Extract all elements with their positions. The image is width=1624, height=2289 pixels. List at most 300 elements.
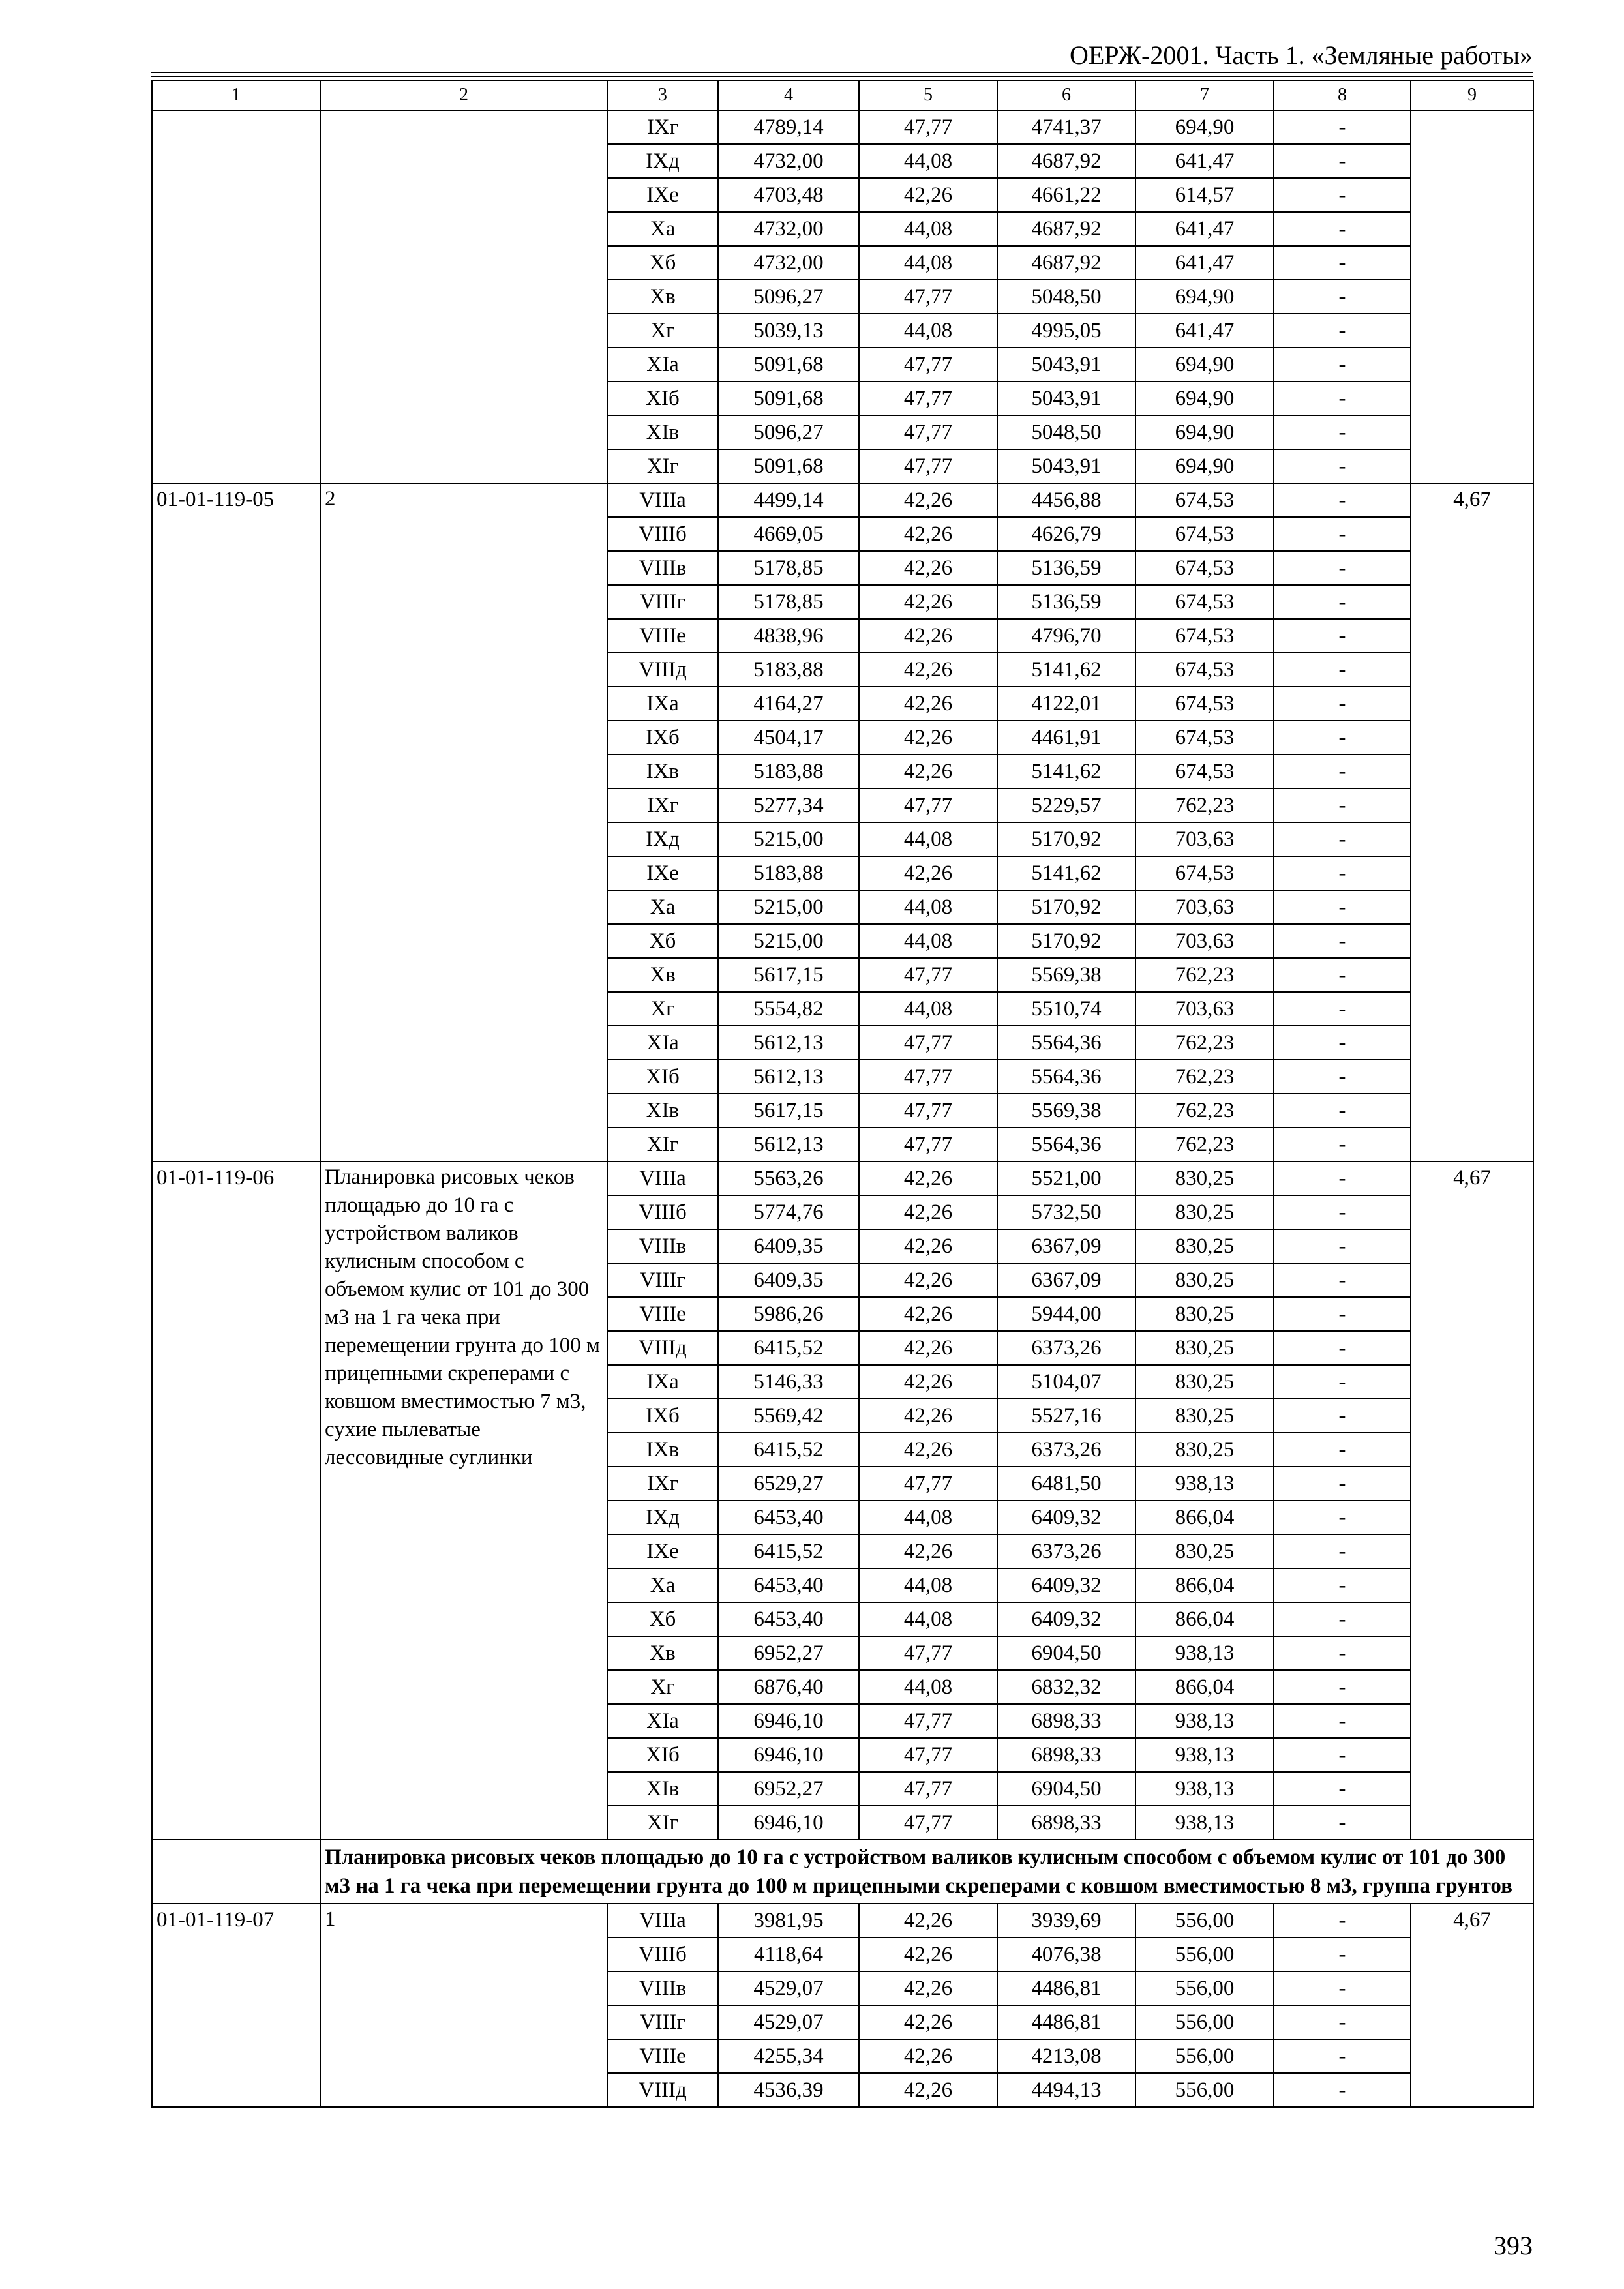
value-cell: 4732,00 xyxy=(718,212,859,246)
section-empty-cell xyxy=(152,1840,320,1904)
section-heading: Планировка рисовых чеков площадью до 10 га с устройством валиков кулисным способом с объемом кулис от 101 до 300 м3 на 1 га чека при перемещении грунта до 100 м прицепными скреперами с ковшом вместимостью 8 м3, группа грунтов xyxy=(320,1840,1533,1904)
value-cell: 5527,16 xyxy=(997,1399,1135,1433)
soil-group-cell: Xа xyxy=(607,1568,718,1602)
value-cell: 5521,00 xyxy=(997,1161,1135,1195)
value-cell: 42,26 xyxy=(859,1399,997,1433)
table-row xyxy=(152,483,1533,517)
value-cell: 4118,64 xyxy=(718,1937,859,1971)
soil-group-cell: VIIIд xyxy=(607,653,718,687)
value-cell: 5612,13 xyxy=(718,1128,859,1161)
value-cell: 5569,42 xyxy=(718,1399,859,1433)
value-cell: - xyxy=(1274,144,1411,178)
value-cell: - xyxy=(1274,890,1411,924)
value-cell: 5091,68 xyxy=(718,348,859,382)
value-cell: 42,26 xyxy=(859,755,997,788)
value-cell: 4741,37 xyxy=(997,110,1135,144)
soil-group-cell: Xа xyxy=(607,890,718,924)
value-cell: 44,08 xyxy=(859,924,997,958)
value-cell: - xyxy=(1274,1229,1411,1263)
value-cell: 4076,38 xyxy=(997,1937,1135,1971)
value-cell: 5170,92 xyxy=(997,890,1135,924)
value-cell: 42,26 xyxy=(859,1365,997,1399)
value-cell: 42,26 xyxy=(859,1904,997,1937)
value-cell: - xyxy=(1274,619,1411,653)
value-cell: - xyxy=(1274,1060,1411,1094)
work-description: 2 xyxy=(320,483,607,1161)
value-cell: 4687,92 xyxy=(997,144,1135,178)
soil-group-cell: IXг xyxy=(607,788,718,822)
soil-group-cell: XIв xyxy=(607,415,718,449)
value-cell: - xyxy=(1274,1971,1411,2005)
value-cell: - xyxy=(1274,1636,1411,1670)
value-cell: 42,26 xyxy=(859,1195,997,1229)
soil-group-cell: VIIIа xyxy=(607,1904,718,1937)
value-cell: 674,53 xyxy=(1135,755,1274,788)
value-cell: 47,77 xyxy=(859,1772,997,1806)
value-cell: 556,00 xyxy=(1135,1937,1274,1971)
value-cell: 5510,74 xyxy=(997,992,1135,1026)
value-cell: 5136,59 xyxy=(997,585,1135,619)
value-cell: 6898,33 xyxy=(997,1806,1135,1840)
value-cell: 6373,26 xyxy=(997,1433,1135,1467)
value-cell: - xyxy=(1274,483,1411,517)
rate-code: 01-01-119-06 xyxy=(152,1161,320,1840)
value-cell: 703,63 xyxy=(1135,890,1274,924)
value-cell: 830,25 xyxy=(1135,1229,1274,1263)
value-cell: 5564,36 xyxy=(997,1060,1135,1094)
value-cell: - xyxy=(1274,822,1411,856)
value-cell: 4529,07 xyxy=(718,1971,859,2005)
header-divider xyxy=(151,76,1533,77)
value-cell: 830,25 xyxy=(1135,1195,1274,1229)
value-cell: 4486,81 xyxy=(997,2005,1135,2039)
soil-group-cell: XIб xyxy=(607,1738,718,1772)
value-cell: 6481,50 xyxy=(997,1467,1135,1501)
page-header xyxy=(151,38,1533,73)
value-cell: 694,90 xyxy=(1135,449,1274,483)
soil-group-cell: Xг xyxy=(607,1670,718,1704)
value-cell: 674,53 xyxy=(1135,721,1274,755)
value-cell: 47,77 xyxy=(859,958,997,992)
value-cell: - xyxy=(1274,212,1411,246)
value-cell: 830,25 xyxy=(1135,1331,1274,1365)
soil-group-cell: IXе xyxy=(607,178,718,212)
soil-group-cell: IXв xyxy=(607,1433,718,1467)
value-cell: - xyxy=(1274,1670,1411,1704)
value-cell: 938,13 xyxy=(1135,1772,1274,1806)
value-cell: 47,77 xyxy=(859,1704,997,1738)
value-cell: 674,53 xyxy=(1135,585,1274,619)
value-cell: 556,00 xyxy=(1135,2005,1274,2039)
value-cell: - xyxy=(1274,1297,1411,1331)
value-cell: 42,26 xyxy=(859,178,997,212)
value-cell: 5569,38 xyxy=(997,1094,1135,1128)
value-cell: 47,77 xyxy=(859,1060,997,1094)
value-cell: 4486,81 xyxy=(997,1971,1135,2005)
value-cell: 641,47 xyxy=(1135,144,1274,178)
value-cell: 6453,40 xyxy=(718,1568,859,1602)
value-cell: 42,26 xyxy=(859,1534,997,1568)
value-cell: 762,23 xyxy=(1135,958,1274,992)
value-cell: 6409,32 xyxy=(997,1602,1135,1636)
value-cell: 47,77 xyxy=(859,1128,997,1161)
soil-group-cell: Xг xyxy=(607,992,718,1026)
soil-group-cell: VIIIг xyxy=(607,585,718,619)
value-cell: 42,26 xyxy=(859,856,997,890)
value-cell: 694,90 xyxy=(1135,110,1274,144)
document-title: ОЕРЖ-2001. Часть 1. «Земляные работы» xyxy=(1070,40,1533,70)
value-cell: 47,77 xyxy=(859,382,997,415)
value-cell: 5183,88 xyxy=(718,755,859,788)
value-cell: 866,04 xyxy=(1135,1602,1274,1636)
value-cell: 5617,15 xyxy=(718,1094,859,1128)
value-cell: 4504,17 xyxy=(718,721,859,755)
soil-group-cell: IXе xyxy=(607,856,718,890)
value-cell: 47,77 xyxy=(859,1806,997,1840)
value-cell: 44,08 xyxy=(859,822,997,856)
value-cell: 5096,27 xyxy=(718,415,859,449)
value-cell: 42,26 xyxy=(859,2005,997,2039)
soil-group-cell: Xв xyxy=(607,1636,718,1670)
value-cell: 4703,48 xyxy=(718,178,859,212)
value-cell: 42,26 xyxy=(859,721,997,755)
value-cell: 42,26 xyxy=(859,1937,997,1971)
value-cell: 4461,91 xyxy=(997,721,1135,755)
rate-code: 01-01-119-05 xyxy=(152,483,320,1161)
value-cell: - xyxy=(1274,2039,1411,2073)
soil-group-cell: IXб xyxy=(607,721,718,755)
value-cell: 47,77 xyxy=(859,110,997,144)
value-cell: 4669,05 xyxy=(718,517,859,551)
value-cell: 703,63 xyxy=(1135,992,1274,1026)
value-cell: 674,53 xyxy=(1135,653,1274,687)
soil-group-cell: VIIIб xyxy=(607,1195,718,1229)
page-number: 393 xyxy=(1494,2231,1533,2260)
value-cell: 674,53 xyxy=(1135,856,1274,890)
value-cell: 556,00 xyxy=(1135,1971,1274,2005)
column-number: 2 xyxy=(320,80,607,110)
value-cell: 47,77 xyxy=(859,449,997,483)
value-cell: - xyxy=(1274,1026,1411,1060)
value-cell: - xyxy=(1274,1195,1411,1229)
value-cell: 674,53 xyxy=(1135,551,1274,585)
value-cell: 4499,14 xyxy=(718,483,859,517)
value-cell: 5141,62 xyxy=(997,856,1135,890)
soil-group-cell: IXд xyxy=(607,822,718,856)
column-9-value xyxy=(1411,110,1533,483)
value-cell: 47,77 xyxy=(859,788,997,822)
soil-group-cell: Xб xyxy=(607,924,718,958)
value-cell: 6876,40 xyxy=(718,1670,859,1704)
value-cell: 614,57 xyxy=(1135,178,1274,212)
soil-group-cell: Xб xyxy=(607,246,718,280)
value-cell: 4995,05 xyxy=(997,314,1135,348)
value-cell: 5048,50 xyxy=(997,280,1135,314)
value-cell: 42,26 xyxy=(859,1971,997,2005)
value-cell: 556,00 xyxy=(1135,2039,1274,2073)
value-cell: 5091,68 xyxy=(718,382,859,415)
section-heading-row xyxy=(152,1840,1533,1904)
value-cell: 42,26 xyxy=(859,483,997,517)
value-cell: - xyxy=(1274,110,1411,144)
column-number: 1 xyxy=(152,80,320,110)
value-cell: 42,26 xyxy=(859,2039,997,2073)
value-cell: 5215,00 xyxy=(718,890,859,924)
value-cell: 694,90 xyxy=(1135,382,1274,415)
value-cell: 5039,13 xyxy=(718,314,859,348)
table-row xyxy=(152,110,1533,144)
value-cell: 556,00 xyxy=(1135,2073,1274,2107)
soil-group-cell: IXб xyxy=(607,1399,718,1433)
column-number: 6 xyxy=(997,80,1135,110)
value-cell: - xyxy=(1274,1128,1411,1161)
value-cell: 762,23 xyxy=(1135,1026,1274,1060)
value-cell: 6832,32 xyxy=(997,1670,1135,1704)
value-cell: 5564,36 xyxy=(997,1128,1135,1161)
value-cell: 938,13 xyxy=(1135,1806,1274,1840)
value-cell: - xyxy=(1274,551,1411,585)
soil-group-cell: IXа xyxy=(607,1365,718,1399)
value-cell: 674,53 xyxy=(1135,687,1274,721)
value-cell: 47,77 xyxy=(859,1467,997,1501)
value-cell: - xyxy=(1274,653,1411,687)
value-cell: 5178,85 xyxy=(718,585,859,619)
value-cell: - xyxy=(1274,246,1411,280)
value-cell: 938,13 xyxy=(1135,1738,1274,1772)
value-cell: - xyxy=(1274,1738,1411,1772)
value-cell: 674,53 xyxy=(1135,483,1274,517)
value-cell: 5277,34 xyxy=(718,788,859,822)
soil-group-cell: VIIIд xyxy=(607,2073,718,2107)
value-cell: 6409,32 xyxy=(997,1501,1135,1534)
value-cell: - xyxy=(1274,1602,1411,1636)
value-cell: 556,00 xyxy=(1135,1904,1274,1937)
value-cell: - xyxy=(1274,1704,1411,1738)
value-cell: - xyxy=(1274,687,1411,721)
soil-group-cell: VIIIб xyxy=(607,1937,718,1971)
value-cell: 5986,26 xyxy=(718,1297,859,1331)
value-cell: - xyxy=(1274,1161,1411,1195)
soil-group-cell: VIIIв xyxy=(607,1229,718,1263)
soil-group-cell: IXг xyxy=(607,110,718,144)
value-cell: 4626,79 xyxy=(997,517,1135,551)
value-cell: - xyxy=(1274,449,1411,483)
value-cell: 4732,00 xyxy=(718,144,859,178)
value-cell: 4164,27 xyxy=(718,687,859,721)
value-cell: 6409,35 xyxy=(718,1229,859,1263)
value-cell: 5043,91 xyxy=(997,348,1135,382)
soil-group-cell: IXд xyxy=(607,144,718,178)
value-cell: 5229,57 xyxy=(997,788,1135,822)
soil-group-cell: IXг xyxy=(607,1467,718,1501)
value-cell: 5146,33 xyxy=(718,1365,859,1399)
value-cell: - xyxy=(1274,1937,1411,1971)
value-cell: 42,26 xyxy=(859,1263,997,1297)
value-cell: 6898,33 xyxy=(997,1704,1135,1738)
value-cell: 762,23 xyxy=(1135,788,1274,822)
value-cell: 674,53 xyxy=(1135,619,1274,653)
value-cell: 830,25 xyxy=(1135,1399,1274,1433)
value-cell: - xyxy=(1274,1365,1411,1399)
soil-group-cell: VIIIе xyxy=(607,2039,718,2073)
value-cell: 5554,82 xyxy=(718,992,859,1026)
column-number: 5 xyxy=(859,80,997,110)
value-cell: 703,63 xyxy=(1135,924,1274,958)
value-cell: 6904,50 xyxy=(997,1636,1135,1670)
soil-group-cell: VIIIд xyxy=(607,1331,718,1365)
value-cell: 938,13 xyxy=(1135,1704,1274,1738)
value-cell: - xyxy=(1274,314,1411,348)
value-cell: 5091,68 xyxy=(718,449,859,483)
value-cell: 5774,76 xyxy=(718,1195,859,1229)
value-cell: 4838,96 xyxy=(718,619,859,653)
table-row xyxy=(152,1904,1533,1937)
value-cell: 42,26 xyxy=(859,1161,997,1195)
soil-group-cell: VIIIа xyxy=(607,1161,718,1195)
column-number: 7 xyxy=(1135,80,1274,110)
value-cell: 4255,34 xyxy=(718,2039,859,2073)
value-cell: - xyxy=(1274,1568,1411,1602)
value-cell: 6373,26 xyxy=(997,1534,1135,1568)
value-cell: 6415,52 xyxy=(718,1433,859,1467)
value-cell: 42,26 xyxy=(859,1331,997,1365)
value-cell: 830,25 xyxy=(1135,1534,1274,1568)
value-cell: 641,47 xyxy=(1135,212,1274,246)
column-number: 8 xyxy=(1274,80,1411,110)
table-row xyxy=(152,1161,1533,1195)
value-cell: 830,25 xyxy=(1135,1365,1274,1399)
value-cell: 762,23 xyxy=(1135,1094,1274,1128)
value-cell: 6946,10 xyxy=(718,1806,859,1840)
value-cell: 4687,92 xyxy=(997,246,1135,280)
value-cell: 5183,88 xyxy=(718,653,859,687)
value-cell: - xyxy=(1274,415,1411,449)
soil-group-cell: Xв xyxy=(607,958,718,992)
value-cell: 866,04 xyxy=(1135,1670,1274,1704)
work-description xyxy=(320,110,607,483)
value-cell: 5215,00 xyxy=(718,822,859,856)
value-cell: 44,08 xyxy=(859,1602,997,1636)
value-cell: 5215,00 xyxy=(718,924,859,958)
column-number-row xyxy=(152,80,1533,110)
value-cell: 6453,40 xyxy=(718,1501,859,1534)
value-cell: - xyxy=(1274,1501,1411,1534)
value-cell: 5617,15 xyxy=(718,958,859,992)
value-cell: - xyxy=(1274,1399,1411,1433)
value-cell: 641,47 xyxy=(1135,314,1274,348)
rate-code xyxy=(152,110,320,483)
value-cell: 5183,88 xyxy=(718,856,859,890)
value-cell: 6952,27 xyxy=(718,1636,859,1670)
value-cell: 866,04 xyxy=(1135,1568,1274,1602)
value-cell: 47,77 xyxy=(859,1636,997,1670)
value-cell: 42,26 xyxy=(859,585,997,619)
value-cell: 4732,00 xyxy=(718,246,859,280)
value-cell: 47,77 xyxy=(859,1738,997,1772)
value-cell: - xyxy=(1274,1331,1411,1365)
value-cell: 44,08 xyxy=(859,246,997,280)
value-cell: 42,26 xyxy=(859,1433,997,1467)
value-cell: 5043,91 xyxy=(997,449,1135,483)
value-cell: 5170,92 xyxy=(997,822,1135,856)
value-cell: 5564,36 xyxy=(997,1026,1135,1060)
value-cell: - xyxy=(1274,1467,1411,1501)
value-cell: 4456,88 xyxy=(997,483,1135,517)
rates-table xyxy=(151,80,1534,2108)
value-cell: 5141,62 xyxy=(997,653,1135,687)
value-cell: - xyxy=(1274,1094,1411,1128)
soil-group-cell: XIв xyxy=(607,1094,718,1128)
soil-group-cell: XIб xyxy=(607,1060,718,1094)
value-cell: - xyxy=(1274,2005,1411,2039)
value-cell: - xyxy=(1274,1904,1411,1937)
value-cell: 47,77 xyxy=(859,1026,997,1060)
value-cell: 4796,70 xyxy=(997,619,1135,653)
column-9-value: 4,67 xyxy=(1411,1161,1533,1840)
value-cell: - xyxy=(1274,1433,1411,1467)
value-cell: 6415,52 xyxy=(718,1331,859,1365)
soil-group-cell: Xг xyxy=(607,314,718,348)
value-cell: 44,08 xyxy=(859,1670,997,1704)
value-cell: 830,25 xyxy=(1135,1433,1274,1467)
value-cell: - xyxy=(1274,1534,1411,1568)
value-cell: 694,90 xyxy=(1135,280,1274,314)
value-cell: - xyxy=(1274,382,1411,415)
value-cell: 6898,33 xyxy=(997,1738,1135,1772)
value-cell: 42,26 xyxy=(859,551,997,585)
value-cell: - xyxy=(1274,585,1411,619)
value-cell: 5043,91 xyxy=(997,382,1135,415)
value-cell: 44,08 xyxy=(859,1568,997,1602)
value-cell: 3939,69 xyxy=(997,1904,1135,1937)
value-cell: 4789,14 xyxy=(718,110,859,144)
value-cell: 694,90 xyxy=(1135,415,1274,449)
soil-group-cell: VIIIв xyxy=(607,1971,718,2005)
value-cell: 6946,10 xyxy=(718,1704,859,1738)
value-cell: 4494,13 xyxy=(997,2073,1135,2107)
column-number: 9 xyxy=(1411,80,1533,110)
value-cell: 703,63 xyxy=(1135,822,1274,856)
value-cell: 47,77 xyxy=(859,348,997,382)
value-cell: 44,08 xyxy=(859,1501,997,1534)
column-9-value: 4,67 xyxy=(1411,483,1533,1161)
soil-group-cell: Xа xyxy=(607,212,718,246)
value-cell: 4213,08 xyxy=(997,2039,1135,2073)
soil-group-cell: XIб xyxy=(607,382,718,415)
value-cell: 4529,07 xyxy=(718,2005,859,2039)
value-cell: 830,25 xyxy=(1135,1297,1274,1331)
value-cell: 42,26 xyxy=(859,1297,997,1331)
value-cell: 44,08 xyxy=(859,890,997,924)
soil-group-cell: IXе xyxy=(607,1534,718,1568)
value-cell: 3981,95 xyxy=(718,1904,859,1937)
value-cell: 5944,00 xyxy=(997,1297,1135,1331)
value-cell: - xyxy=(1274,958,1411,992)
column-number: 3 xyxy=(607,80,718,110)
value-cell: 47,77 xyxy=(859,415,997,449)
value-cell: 44,08 xyxy=(859,992,997,1026)
value-cell: 6904,50 xyxy=(997,1772,1135,1806)
soil-group-cell: XIг xyxy=(607,449,718,483)
soil-group-cell: Xв xyxy=(607,280,718,314)
soil-group-cell: XIг xyxy=(607,1128,718,1161)
value-cell: 44,08 xyxy=(859,212,997,246)
soil-group-cell: XIа xyxy=(607,1026,718,1060)
soil-group-cell: VIIIе xyxy=(607,1297,718,1331)
value-cell: 6367,09 xyxy=(997,1263,1135,1297)
value-cell: 4536,39 xyxy=(718,2073,859,2107)
value-cell: 6409,32 xyxy=(997,1568,1135,1602)
